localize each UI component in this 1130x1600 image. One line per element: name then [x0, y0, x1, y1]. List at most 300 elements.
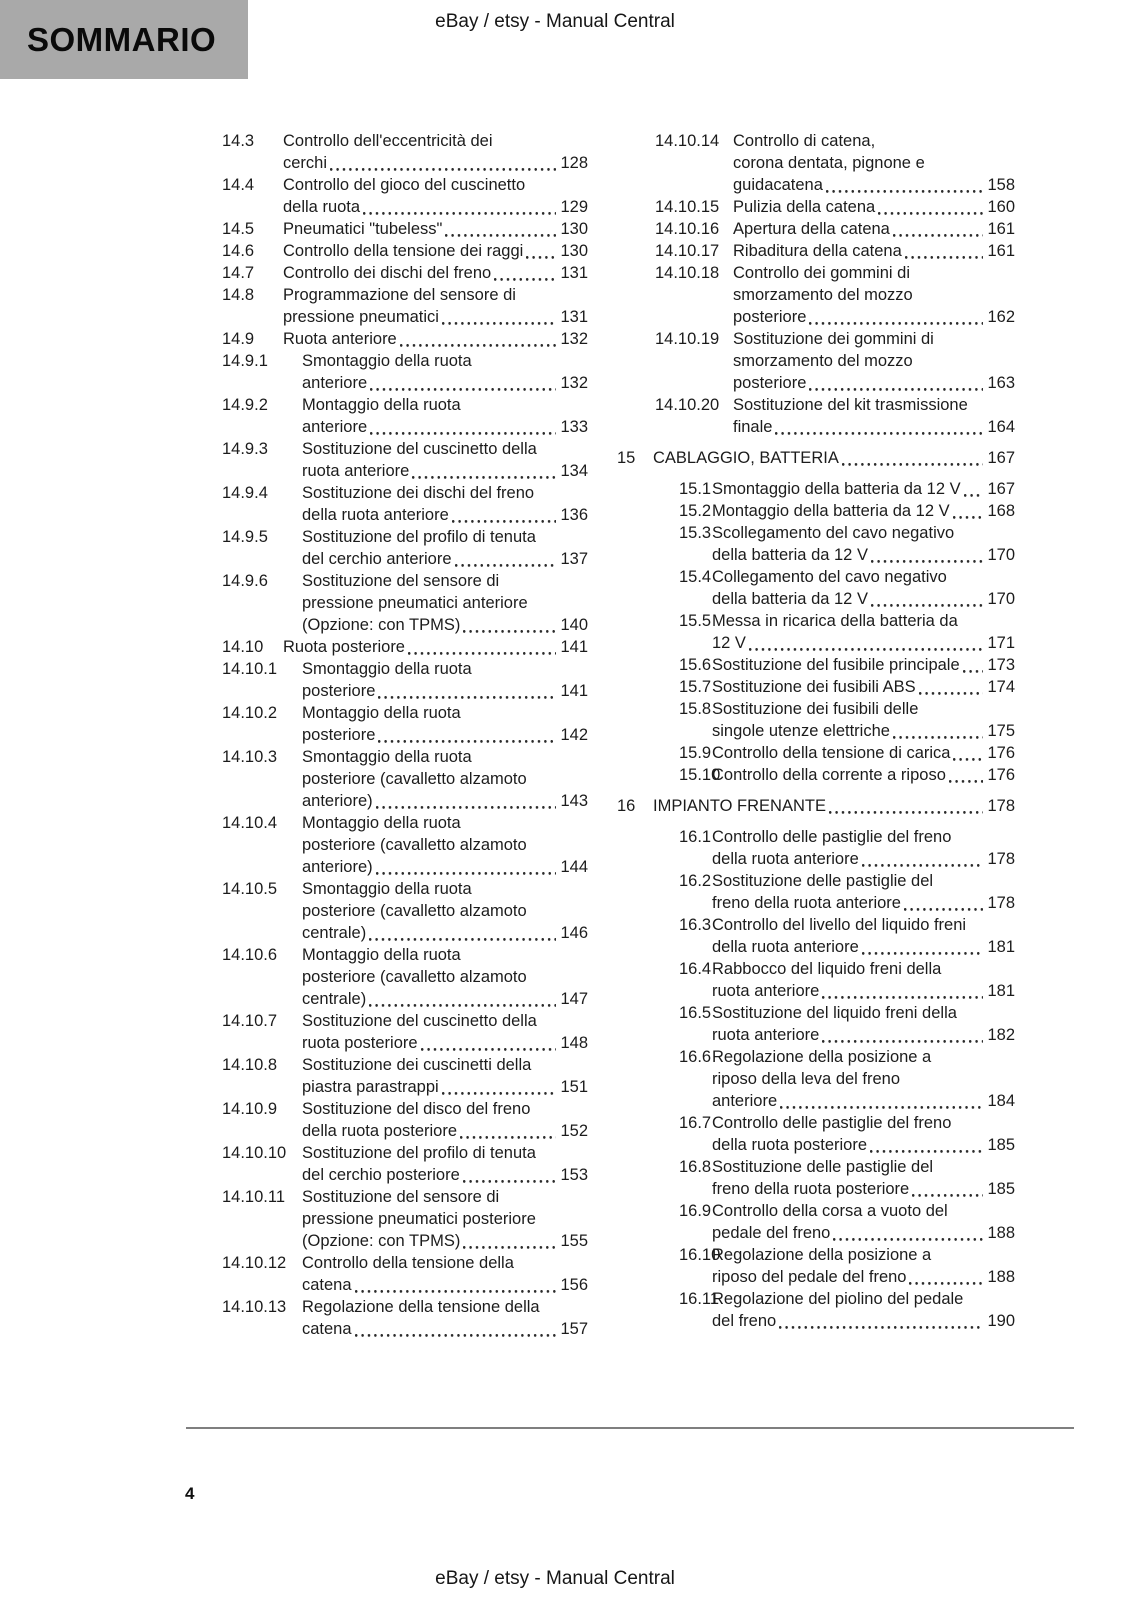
toc-entry-line	[712, 1046, 1015, 1068]
dot-leader	[912, 1178, 983, 1200]
toc-entry-line	[283, 328, 588, 350]
toc-entry	[222, 240, 588, 262]
toc-entry-text: della ruota anteriore	[302, 506, 449, 524]
toc-entry-number: 14.10.3	[222, 748, 278, 766]
dot-leader	[494, 262, 556, 284]
dot-leader	[893, 218, 984, 240]
toc-entry-number: 15.8	[679, 700, 712, 718]
toc-entry	[617, 328, 1015, 394]
toc-entry-page: 155	[560, 1232, 588, 1250]
toc-entry	[222, 1098, 588, 1142]
toc-entry-line	[733, 152, 1015, 174]
toc-entry-line	[302, 1098, 588, 1120]
dot-leader	[909, 1266, 983, 1288]
toc-entry-text: anteriore	[302, 374, 368, 392]
toc-entry-text: Ruota posteriore	[283, 638, 405, 656]
toc-entry-text: Messa in ricarica della batteria da	[712, 612, 958, 630]
toc-entry-number: 15.10	[679, 766, 721, 784]
toc-entry	[617, 870, 1015, 914]
toc-entry-number: 16.6	[679, 1048, 712, 1066]
toc-entry-text: Controllo di catena,	[733, 132, 876, 150]
dot-leader	[442, 1076, 557, 1098]
toc-entry-text: Smontaggio della ruota	[302, 660, 472, 678]
toc-entry-line	[733, 218, 1015, 240]
toc-entry-number: 15.9	[679, 744, 712, 762]
toc-entry-line	[712, 870, 1015, 892]
toc-entry-text: Controllo della corrente a riposo	[712, 766, 946, 784]
toc-entry	[222, 812, 588, 878]
toc-entry-number: 16.1	[679, 828, 712, 846]
toc-entry-number: 15.5	[679, 612, 712, 630]
toc-entry-number: 14.10.17	[655, 242, 720, 260]
toc-entry-line	[733, 284, 1015, 306]
dot-leader	[376, 790, 557, 812]
toc-entry-page: 167	[987, 480, 1015, 498]
toc-entry	[222, 394, 588, 438]
toc-entry-text: Montaggio della ruota	[302, 814, 461, 832]
toc-entry-line	[712, 676, 1015, 698]
toc-entry-page: 170	[987, 590, 1015, 608]
toc-entry	[222, 328, 588, 350]
toc-entry-text: Sostituzione del cuscinetto della	[302, 440, 537, 458]
dot-leader	[445, 218, 556, 240]
toc-entry	[222, 130, 588, 174]
toc-entry	[617, 522, 1015, 566]
toc-entry-text: Controllo della corsa a vuoto del	[712, 1202, 948, 1220]
toc-entry-line	[283, 130, 588, 152]
toc-entry-line	[712, 936, 1015, 958]
toc-entry	[617, 826, 1015, 870]
toc-column-left	[222, 130, 588, 1340]
toc-entry-text: Sostituzione del kit trasmissione	[733, 396, 968, 414]
toc-entry-line	[302, 438, 588, 460]
toc-entry-page: 146	[560, 924, 588, 942]
toc-entry-page: 181	[987, 982, 1015, 1000]
toc-entry-text: pressione pneumatici posteriore	[302, 1210, 536, 1228]
toc-entry-line	[733, 196, 1015, 218]
toc-entry-line	[302, 922, 588, 944]
dot-leader	[871, 544, 984, 566]
toc-entry-line	[733, 130, 1015, 152]
toc-entry-text: Sostituzione del sensore di	[302, 572, 500, 590]
toc-entry-line	[283, 306, 588, 328]
toc-entry-text: Montaggio della ruota	[302, 946, 461, 964]
toc-entry-text: Montaggio della ruota	[302, 396, 461, 414]
toc-entry-text: Smontaggio della ruota	[302, 880, 472, 898]
toc-entry-text: posteriore (cavalletto alzamoto	[302, 902, 527, 920]
toc-entry-page: 132	[560, 374, 588, 392]
toc-entry-page: 173	[987, 656, 1015, 674]
toc-entry-text: anteriore)	[302, 792, 373, 810]
toc-entry-line	[733, 262, 1015, 284]
dot-leader	[463, 614, 556, 636]
dot-leader	[463, 1230, 556, 1252]
toc-entry-line	[302, 592, 588, 614]
toc-entry-line	[712, 698, 1015, 720]
toc-entry-text: Sostituzione del cuscinetto della	[302, 1012, 537, 1030]
toc-entry-line	[733, 306, 1015, 328]
toc-entry-line	[302, 834, 588, 856]
toc-entry-line	[712, 1310, 1015, 1332]
toc-entry-text: Sostituzione delle pastiglie del	[712, 872, 934, 890]
toc-entry-text: Pneumatici "tubeless"	[283, 220, 443, 238]
toc-entry-line	[302, 1252, 588, 1274]
toc-entry-line	[302, 1076, 588, 1098]
toc-entry-line	[733, 328, 1015, 350]
dot-leader	[526, 240, 556, 262]
toc-entry-text: Sostituzione dei fusibili ABS	[712, 678, 916, 696]
toc-entry-page: 182	[987, 1026, 1015, 1044]
toc-entry-line	[712, 1266, 1015, 1288]
toc-entry-number: 14.10.13	[222, 1298, 287, 1316]
toc-entry-line	[712, 1222, 1015, 1244]
toc-entry	[617, 566, 1015, 610]
toc-entry-page: 151	[560, 1078, 588, 1096]
toc-entry-number: 14.10.11	[222, 1188, 286, 1206]
toc-entry-line	[302, 1010, 588, 1032]
toc-entry-number: 14.9.1	[222, 352, 268, 370]
toc-entry-line	[712, 1200, 1015, 1222]
toc-entry-number: 14.10.16	[655, 220, 720, 238]
toc-entry-text: del freno	[712, 1312, 777, 1330]
toc-entry-line	[302, 856, 588, 878]
toc-entry-number: 14.9.6	[222, 572, 268, 590]
toc-entry-line	[302, 768, 588, 790]
toc-entry-line	[712, 544, 1015, 566]
dot-leader	[412, 460, 556, 482]
toc-entry-text: Sostituzione dei cuscinetti della	[302, 1056, 532, 1074]
toc-entry	[222, 218, 588, 240]
footer-title: eBay / etsy - Manual Central	[435, 1568, 675, 1589]
toc-entry	[222, 482, 588, 526]
toc-entry-line	[712, 1244, 1015, 1266]
toc-entry-page: 188	[987, 1268, 1015, 1286]
toc-entry-text: Smontaggio della ruota	[302, 748, 472, 766]
toc-entry	[222, 174, 588, 218]
toc-entry-line	[712, 764, 1015, 786]
toc-entry-number: 14.9.3	[222, 440, 268, 458]
toc-entry-page: 140	[560, 616, 588, 634]
toc-entry-page: 178	[987, 850, 1015, 868]
toc-entry-text: Sostituzione del profilo di tenuta	[302, 528, 536, 546]
toc-entry-number: 14.10	[222, 638, 264, 656]
toc-entry-line	[733, 416, 1015, 438]
toc-entry-page: 161	[987, 242, 1015, 260]
toc-entry	[617, 676, 1015, 698]
toc-entry-line	[302, 350, 588, 372]
toc-entry-line	[302, 1054, 588, 1076]
toc-entry	[222, 262, 588, 284]
toc-entry-page: 133	[560, 418, 588, 436]
toc-entry-text: freno della ruota posteriore	[712, 1180, 910, 1198]
toc-entry-number: 14.9.2	[222, 396, 268, 414]
toc-entry-text: Controllo delle pastiglie del freno	[712, 1114, 952, 1132]
toc-entry-line	[712, 980, 1015, 1002]
toc-entry	[617, 1156, 1015, 1200]
toc-entry	[222, 1054, 588, 1098]
toc-entry-line	[302, 746, 588, 768]
toc-entry-page: 137	[560, 550, 588, 568]
toc-entry-text: ruota anteriore	[712, 982, 820, 1000]
toc-entry-text: Programmazione del sensore di	[283, 286, 516, 304]
dot-leader	[460, 1120, 556, 1142]
toc-entry-number: 16.2	[679, 872, 712, 890]
toc-entry-line	[712, 1090, 1015, 1112]
toc-entry-number: 16	[617, 797, 636, 815]
toc-entry-page: 168	[987, 502, 1015, 520]
toc-entry-number: 14.10.10	[222, 1144, 287, 1162]
toc-entry-text: cerchi	[283, 154, 328, 172]
dot-leader	[953, 742, 983, 764]
toc-entry-text: guidacatena	[733, 176, 823, 194]
toc-entry-page: 131	[560, 264, 588, 282]
toc-entry-page: 184	[987, 1092, 1015, 1110]
toc-entry-page: 143	[560, 792, 588, 810]
toc-entry	[617, 447, 1015, 469]
toc-entry-line	[302, 702, 588, 724]
toc-entry-line	[302, 680, 588, 702]
toc-entry-page: 132	[560, 330, 588, 348]
toc-entry-page: 134	[560, 462, 588, 480]
toc-entry-page: 148	[560, 1034, 588, 1052]
toc-entry-text: Regolazione della posizione a	[712, 1048, 932, 1066]
toc-entry-line	[302, 416, 588, 438]
dot-leader	[355, 1274, 557, 1296]
toc-entry	[222, 350, 588, 394]
toc-entry	[617, 500, 1015, 522]
toc-column-right	[617, 130, 1015, 1332]
toc-entry-line	[653, 447, 1015, 469]
toc-entry-number: 15.7	[679, 678, 712, 696]
toc-entry-page: 141	[560, 638, 588, 656]
dot-leader	[862, 936, 984, 958]
toc-entry-page: 190	[987, 1312, 1015, 1330]
toc-entry-text: Sostituzione dei dischi del freno	[302, 484, 535, 502]
toc-entry-text: Sostituzione del profilo di tenuta	[302, 1144, 536, 1162]
toc-entry-line	[302, 658, 588, 680]
toc-entry-text: Regolazione della tensione della	[302, 1298, 540, 1316]
toc-entry	[222, 1010, 588, 1054]
toc-entry-text: Controllo del livello del liquido freni	[712, 916, 967, 934]
dot-leader	[749, 632, 984, 654]
toc-entry-page: 142	[560, 726, 588, 744]
toc-entry-text: pressione pneumatici	[283, 308, 439, 326]
dot-leader	[400, 328, 557, 350]
toc-entry-number: 16.3	[679, 916, 712, 934]
toc-entry-text: Controllo della tensione di carica	[712, 744, 951, 762]
toc-entry-line	[302, 394, 588, 416]
toc-entry	[222, 438, 588, 482]
toc-entry-line	[712, 1178, 1015, 1200]
toc-entry	[617, 1046, 1015, 1112]
toc-entry	[617, 698, 1015, 742]
toc-entry-text: posteriore (cavalletto alzamoto	[302, 968, 527, 986]
toc-entry-text: Controllo dell'eccentricità dei	[283, 132, 493, 150]
toc-entry-number: 14.9.5	[222, 528, 268, 546]
toc-entry-text: del cerchio posteriore	[302, 1166, 460, 1184]
toc-entry-number: 14.10.18	[655, 264, 720, 282]
toc-entry-number: 14.6	[222, 242, 255, 260]
toc-entry-text: anteriore	[302, 418, 368, 436]
toc-entry-line	[283, 284, 588, 306]
toc-entry-text: Apertura della catena	[733, 220, 890, 238]
dot-leader	[893, 720, 984, 742]
toc-entry-page: 188	[987, 1224, 1015, 1242]
dot-leader	[363, 196, 556, 218]
toc-entry-number: 15.6	[679, 656, 712, 674]
toc-entry-text: singole utenze elettriche	[712, 722, 890, 740]
toc-entry-page: 128	[560, 154, 588, 172]
toc-entry-text: Smontaggio della ruota	[302, 352, 472, 370]
toc-entry-text: Controllo del gioco del cuscinetto	[283, 176, 526, 194]
toc-entry-number: 14.5	[222, 220, 255, 238]
dot-leader	[829, 795, 984, 817]
toc-entry-text: posteriore	[733, 374, 807, 392]
sommario-tab-label: SOMMARIO	[27, 20, 217, 58]
toc-entry-text: freno della ruota anteriore	[712, 894, 901, 912]
toc-entry-line	[712, 720, 1015, 742]
toc-entry-text: catena	[302, 1320, 352, 1338]
toc-entry-text: riposo della leva del freno	[712, 1070, 901, 1088]
dot-leader	[833, 1222, 983, 1244]
toc-entry-text: della ruota anteriore	[712, 938, 859, 956]
toc-entry-text: corona dentata, pignone e	[733, 154, 925, 172]
toc-entry-line	[302, 1142, 588, 1164]
dot-leader	[949, 764, 984, 786]
toc-entry-text: smorzamento del mozzo	[733, 352, 913, 370]
toc-entry-text: Sostituzione delle pastiglie del	[712, 1158, 934, 1176]
toc-entry-text: (Opzione: con TPMS)	[302, 616, 461, 634]
toc-entry-text: Sostituzione del disco del freno	[302, 1100, 531, 1118]
toc-entry	[222, 526, 588, 570]
toc-entry-page: 181	[987, 938, 1015, 956]
toc-entry-line	[302, 988, 588, 1010]
toc-entry-page: 153	[560, 1166, 588, 1184]
toc-entry-text: pressione pneumatici anteriore	[302, 594, 528, 612]
dot-leader	[775, 416, 983, 438]
toc-entry-text: Ruota anteriore	[283, 330, 397, 348]
toc-entry	[617, 262, 1015, 328]
footer-divider	[186, 1427, 1074, 1429]
dot-leader	[355, 1318, 557, 1340]
toc-entry-line	[712, 1288, 1015, 1310]
toc-entry-page: 170	[987, 546, 1015, 564]
dot-leader	[442, 306, 557, 328]
toc-entry-line	[302, 614, 588, 636]
toc-entry	[617, 196, 1015, 218]
toc-entry-line	[283, 240, 588, 262]
toc-entry-line	[302, 548, 588, 570]
toc-entry-page: 164	[987, 418, 1015, 436]
toc-entry-page: 144	[560, 858, 588, 876]
dot-leader	[826, 174, 984, 196]
toc-entry-text: Rabbocco del liquido freni della	[712, 960, 942, 978]
dot-leader	[378, 680, 556, 702]
toc-entry-text: ruota anteriore	[712, 1026, 820, 1044]
toc-entry-number: 16.9	[679, 1202, 712, 1220]
toc-entry	[617, 1112, 1015, 1156]
toc-entry-line	[302, 570, 588, 592]
toc-entry-number: 14.10.7	[222, 1012, 278, 1030]
toc-entry-number: 15.2	[679, 502, 712, 520]
toc-entry-number: 16.11	[679, 1290, 720, 1308]
toc-entry-line	[712, 1024, 1015, 1046]
dot-leader	[905, 240, 984, 262]
dot-leader	[376, 856, 557, 878]
toc-entry-page: 185	[987, 1180, 1015, 1198]
toc-entry	[617, 958, 1015, 1002]
toc-entry-page: 178	[987, 894, 1015, 912]
toc-entry-number: 14.10.5	[222, 880, 278, 898]
toc-entry-line	[302, 944, 588, 966]
toc-entry-page: 157	[560, 1320, 588, 1338]
toc-entry-line	[302, 526, 588, 548]
toc-entry-number: 14.10.6	[222, 946, 278, 964]
dot-leader	[878, 196, 983, 218]
toc-entry-text: (Opzione: con TPMS)	[302, 1232, 461, 1250]
toc-entry-number: 14.9.4	[222, 484, 268, 502]
dot-leader	[378, 724, 556, 746]
toc-entry-number: 15.1	[679, 480, 712, 498]
toc-entry-line	[302, 1318, 588, 1340]
toc-entry	[222, 1142, 588, 1186]
toc-entry-text: Pulizia della catena	[733, 198, 876, 216]
dot-leader	[369, 988, 556, 1010]
toc-entry-line	[712, 588, 1015, 610]
dot-leader	[871, 588, 984, 610]
toc-entry-number: 16.10	[679, 1246, 721, 1264]
toc-entry-page: 129	[560, 198, 588, 216]
toc-entry	[617, 478, 1015, 500]
toc-entry-line	[302, 1230, 588, 1252]
toc-entry-number: 15.4	[679, 568, 712, 586]
toc-entry-text: finale	[733, 418, 773, 436]
toc-entry-line	[302, 372, 588, 394]
toc-entry-page: 162	[987, 308, 1015, 326]
toc-entry-line	[733, 372, 1015, 394]
toc-entry-number: 14.9	[222, 330, 255, 348]
toc-entry-line	[712, 522, 1015, 544]
toc-entry-text: posteriore (cavalletto alzamoto	[302, 836, 527, 854]
toc-entry-number: 14.10.2	[222, 704, 278, 722]
dot-leader	[809, 372, 983, 394]
dot-leader	[822, 980, 983, 1002]
toc-entry-line	[712, 914, 1015, 936]
toc-entry-line	[283, 196, 588, 218]
toc-entry-text: Ribaditura della catena	[733, 242, 902, 260]
toc-entry	[222, 878, 588, 944]
dot-leader	[953, 500, 984, 522]
toc-entry-text: Controllo dei gommini di	[733, 264, 910, 282]
toc-entry-text: Montaggio della ruota	[302, 704, 461, 722]
toc-entry	[617, 1002, 1015, 1046]
dot-leader	[822, 1024, 983, 1046]
toc-entry-text: della ruota	[283, 198, 361, 216]
toc-entry	[617, 218, 1015, 240]
toc-entry-number: 14.10.8	[222, 1056, 278, 1074]
toc-entry-line	[302, 812, 588, 834]
toc-entry-text: smorzamento del mozzo	[733, 286, 913, 304]
toc-entry-line	[302, 482, 588, 504]
toc-entry-text: Collegamento del cavo negativo	[712, 568, 947, 586]
toc-entry-text: Sostituzione dei fusibili delle	[712, 700, 919, 718]
toc-entry-text: 12 V	[712, 634, 746, 652]
dot-leader	[369, 922, 556, 944]
toc-entry-page: 147	[560, 990, 588, 1008]
header-title: eBay / etsy - Manual Central	[435, 11, 675, 32]
toc-entry-text: del cerchio anteriore	[302, 550, 452, 568]
toc-entry	[222, 944, 588, 1010]
